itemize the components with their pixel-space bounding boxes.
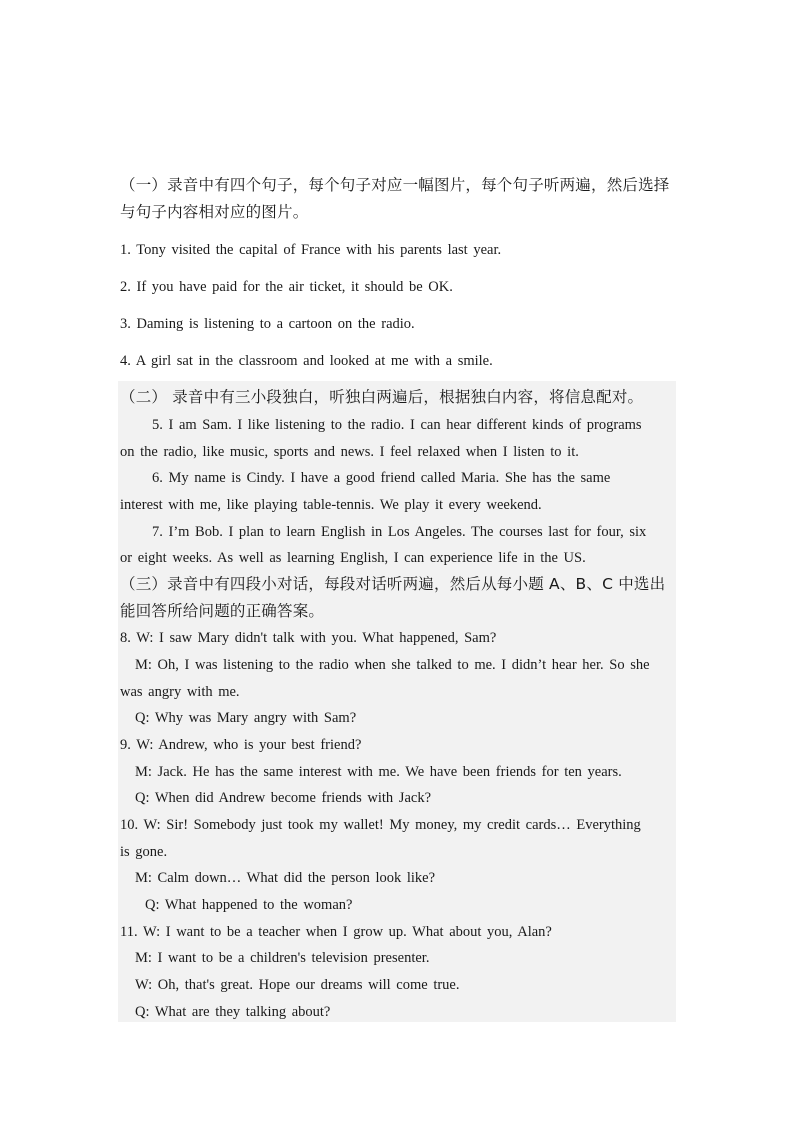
sentence-3: 3. Daming is listening to a cartoon on the radio. xyxy=(120,316,415,332)
dialogue-10-w-cont: is gone. xyxy=(120,844,168,860)
sentence-4: 4. A girl sat in the classroom and looked at me with a smile. xyxy=(120,353,493,369)
dialogue-8-q: Q: Why was Mary angry with Sam? xyxy=(135,710,357,726)
dialogue-11-q: Q: What are they talking about? xyxy=(135,1004,331,1020)
dialogue-9-q: Q: When did Andrew become friends with Jack? xyxy=(135,790,431,806)
dialogue-9-m: M: Jack. He has the same interest with me. We have been friends for ten years. xyxy=(135,764,622,780)
monologue-5-line1: 5. I am Sam. I like listening to the radio. I can hear different kinds of programs xyxy=(152,417,642,433)
monologue-5-line2: on the radio, like music, sports and news. I feel relaxed when I listen to it. xyxy=(120,444,579,460)
dialogue-10-q: Q: What happened to the woman? xyxy=(145,897,353,913)
dialogue-8-m: M: Oh, I was listening to the radio when she talked to me. I didn’t hear her. So she xyxy=(135,657,650,673)
monologue-6-line2: interest with me, like playing table-tennis. We play it every weekend. xyxy=(120,497,542,513)
monologue-7-line2: or eight weeks. As well as learning English, I can experience life in the US. xyxy=(120,550,586,566)
monologue-6-line1: 6. My name is Cindy. I have a good friend called Maria. She has the same xyxy=(152,470,611,486)
part2-heading: （二） 录音中有三小段独白，听独白两遍后，根据独白内容，将信息配对。 xyxy=(120,388,644,406)
sentence-1: 1. Tony visited the capital of France with his parents last year. xyxy=(120,242,502,258)
dialogue-8-m-cont: was angry with me. xyxy=(120,684,240,700)
dialogue-8-w: 8. W: I saw Mary didn't talk with you. What happened, Sam? xyxy=(120,630,497,646)
monologue-7-line1: 7. I’m Bob. I plan to learn English in Los Angeles. The courses last for four, six xyxy=(152,524,647,540)
part1-heading-line1: （一）录音中有四个句子，每个句子对应一幅图片，每个句子听两遍，然后选择 xyxy=(120,176,670,194)
dialogue-11-m: M: I want to be a children's television presenter. xyxy=(135,950,430,966)
dialogue-10-w: 10. W: Sir! Somebody just took my wallet! My money, my credit cards… Everything xyxy=(120,817,641,833)
dialogue-11-w2: W: Oh, that's great. Hope our dreams will come true. xyxy=(135,977,460,993)
sentence-2: 2. If you have paid for the air ticket, it should be OK. xyxy=(120,279,453,295)
dialogue-9-w: 9. W: Andrew, who is your best friend? xyxy=(120,737,362,753)
dialogue-11-w: 11. W: I want to be a teacher when I grow up. What about you, Alan? xyxy=(120,924,552,940)
part3-heading-line1: （三）录音中有四段小对话，每段对话听两遍，然后从每小题 A、B、C 中选出 xyxy=(120,575,666,593)
part1-heading-line2: 与句子内容相对应的图片。 xyxy=(120,203,309,221)
dialogue-10-m: M: Calm down… What did the person look like? xyxy=(135,870,436,886)
part3-heading-line2: 能回答所给问题的正确答案。 xyxy=(120,602,325,620)
